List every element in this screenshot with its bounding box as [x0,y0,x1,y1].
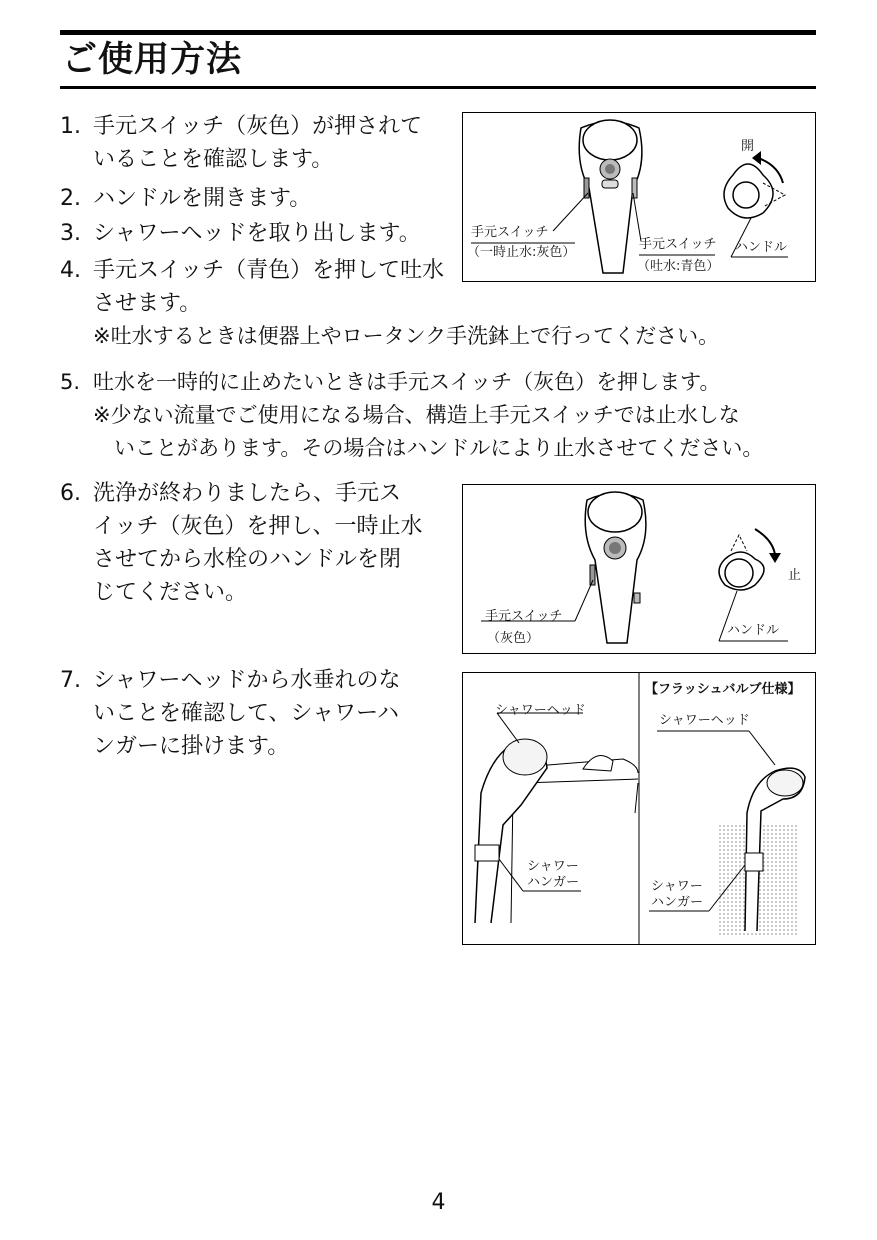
step-2: 2. ハンドルを開きます。 [60,186,312,211]
handle-icon [724,164,785,218]
close-arrow-icon [755,529,775,555]
step-3: 3. シャワーヘッドを取り出します。 [60,221,421,246]
figure-stop-water: 手元スイッチ （灰色） ハンドル 止 [462,484,816,654]
step-5: 5. 吐水を一時的に止めたいときは手元スイッチ（灰色）を押します。 ※少ない流量でご使用になる場合、構造上手元スイッチでは止水しな いことがあります。その場合はハンドルにより止水させてください。 [60,366,763,465]
top-rule [60,30,816,35]
title-underline [60,86,816,89]
step-5-note-2: いことがあります。その場合はハンドルにより止水させてください。 [114,436,764,460]
step-1: 1. 手元スイッチ（灰色）が押されて いることを確認します。 [60,114,423,172]
step-4: 4. 手元スイッチ（青色）を押して吐水 させます。 ※吐水するときは便器上やロータンク手洗鉢上で行ってください。 [60,254,719,353]
step-4-note: ※吐水するときは便器上やロータンク手洗鉢上で行ってください。 [93,324,720,348]
step-6: 6. 洗浄が終わりましたら、手元ス イッチ（灰色）を押し、一時止水 させてから水栓のハンドルを閉 じてください。 [60,481,423,605]
left-panel-illustration [475,713,638,923]
page-number: 4 [431,1190,446,1215]
step-5-note-1: ※少ない流量でご使用になる場合、構造上手元スイッチでは止水しな [93,403,740,427]
figure-switch-and-handle: 手元スイッチ （一時止水:灰色） 手元スイッチ （吐水:青色） ハンドル 開 [462,112,816,282]
page-title: ご使用方法 [62,40,243,80]
figure-shower-hanger: シャワーヘッド シャワー ハンガー 【フラッシュバルブ仕様】 シャワーヘッド シャワー ハンガー [462,672,816,945]
step-7: 7. シャワーヘッドから水垂れのな いことを確認して、シャワーハ ンガーに掛けます。 [60,668,401,759]
handle-icon [719,535,764,590]
